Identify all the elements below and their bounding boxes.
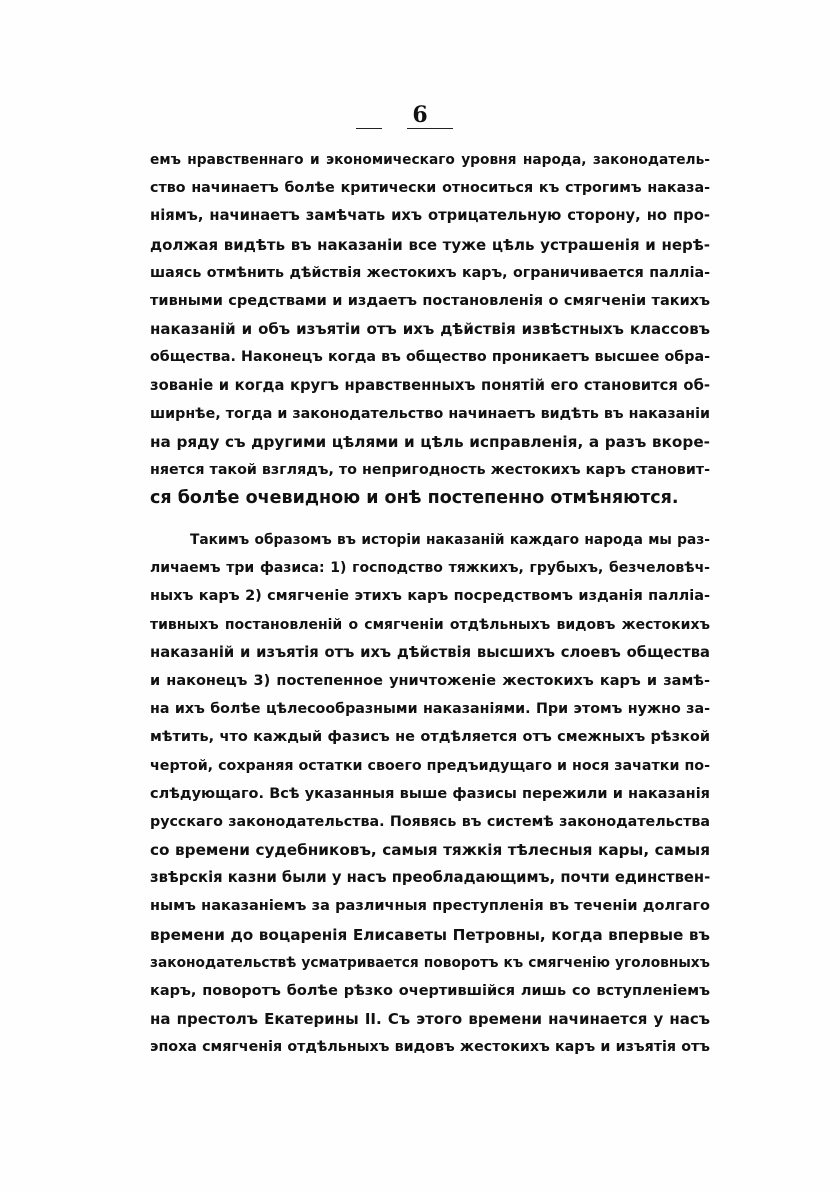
paragraph-1: [150, 146, 710, 512]
header-rule-left: [356, 128, 382, 129]
text-line: чертой, сохраняя остатки своего предъидущаго и нося зачатки по-: [150, 757, 710, 774]
text-line: мѣтить, что каждый фазисъ не отдѣляется отъ смежныхъ рѣзкой: [150, 729, 710, 746]
text-line: эпоха смягченія отдѣльныхъ видовъ жестокихъ каръ и изъятія отъ: [150, 1039, 710, 1056]
text-line: каръ, поворотъ болѣе рѣзко очертившійся лишь со вступленіемъ: [150, 983, 710, 999]
text-line: тивныхъ постановленій о смягченіи отдѣльныхъ видовъ жестокихъ: [150, 616, 710, 633]
text-line: личаемъ три фазиса: 1) господство тяжкихъ, грубыхъ, безчеловѣч-: [150, 560, 710, 577]
text-line: со времени судебниковъ, самыя тяжкія тѣлесныя кары, самыя: [150, 841, 710, 860]
text-line: тивными средствами и издаетъ постановленія о смягченіи такихъ: [150, 292, 710, 309]
paragraph-2: [150, 526, 710, 1062]
text-line: шаясь отмѣнить дѣйствія жестокихъ каръ, ограничивается палліа-: [150, 264, 710, 281]
text-line: Такимъ образомъ въ исторіи наказаній каждаго народа мы раз-: [190, 532, 710, 548]
page-header: [0, 102, 840, 142]
text-line: слѣдующаго. Всѣ указанныя выше фазисы пережили и наказанія: [150, 785, 710, 802]
text-line: ширнѣе, тогда и законодательство начинаетъ видѣть въ наказаніи: [150, 405, 710, 422]
text-line: на престолъ Екатерины II. Съ этого времени начинается у насъ: [150, 1010, 710, 1029]
text-line: наказаній и объ изъятіи отъ ихъ дѣйствія извѣстныхъ классовъ: [150, 320, 710, 339]
text-line: емъ нравственнаго и экономическаго уровня народа, законодатель-: [150, 152, 710, 168]
text-line: времени до воцаренія Елисаветы Петровны, когда впервые въ: [150, 925, 710, 944]
text-line: и наконецъ 3) постепенное уничтоженіе жестокихъ каръ и замѣ-: [150, 672, 710, 689]
text-line: ніямъ, начинаетъ замѣчать ихъ отрицательную сторону, но про-: [150, 207, 710, 225]
text-line: должая видѣть въ наказаніи все туже цѣль устрашенія и нерѣ-: [150, 235, 710, 254]
text-line: русскаго законодательства. Появясь въ системѣ законодательства: [150, 813, 710, 830]
text-line: общества. Наконецъ когда въ общество проникаетъ высшее обра-: [150, 349, 710, 366]
header-rule-right: [407, 128, 453, 129]
text-line: ство начинаетъ болѣе критически относиться къ строгимъ наказа-: [150, 180, 710, 197]
text-line: нымъ наказаніемъ за различныя преступленія въ теченіи долгаго: [150, 898, 710, 915]
text-line: ныхъ каръ 2) смягченіе этихъ каръ посредствомъ изданія палліа-: [150, 588, 710, 605]
text-line: наказаній и изъятія отъ ихъ дѣйствія высшихъ слоевъ общества: [150, 643, 710, 661]
page-number: 6: [412, 102, 428, 128]
text-line: на ихъ болѣе цѣлесообразными наказаніями. При этомъ нужно за-: [150, 701, 710, 718]
text-line: звѣрскія казни были у насъ преобладающимъ, почти единствен-: [150, 869, 711, 887]
text-line: зованіе и когда кругъ нравственныхъ понятій его становится об-: [150, 376, 710, 394]
text-line: законодательствѣ усматривается поворотъ къ смягченію уголовныхъ: [150, 954, 710, 971]
text-line: ся болѣе очевидною и онѣ постепенно отмѣняются.: [150, 488, 679, 509]
text-line: няется такой взглядъ, то непригодность жестокихъ каръ становит-: [150, 462, 710, 479]
text-line: на ряду съ другими цѣлями и цѣль исправленія, а разъ вкоре-: [150, 432, 710, 451]
